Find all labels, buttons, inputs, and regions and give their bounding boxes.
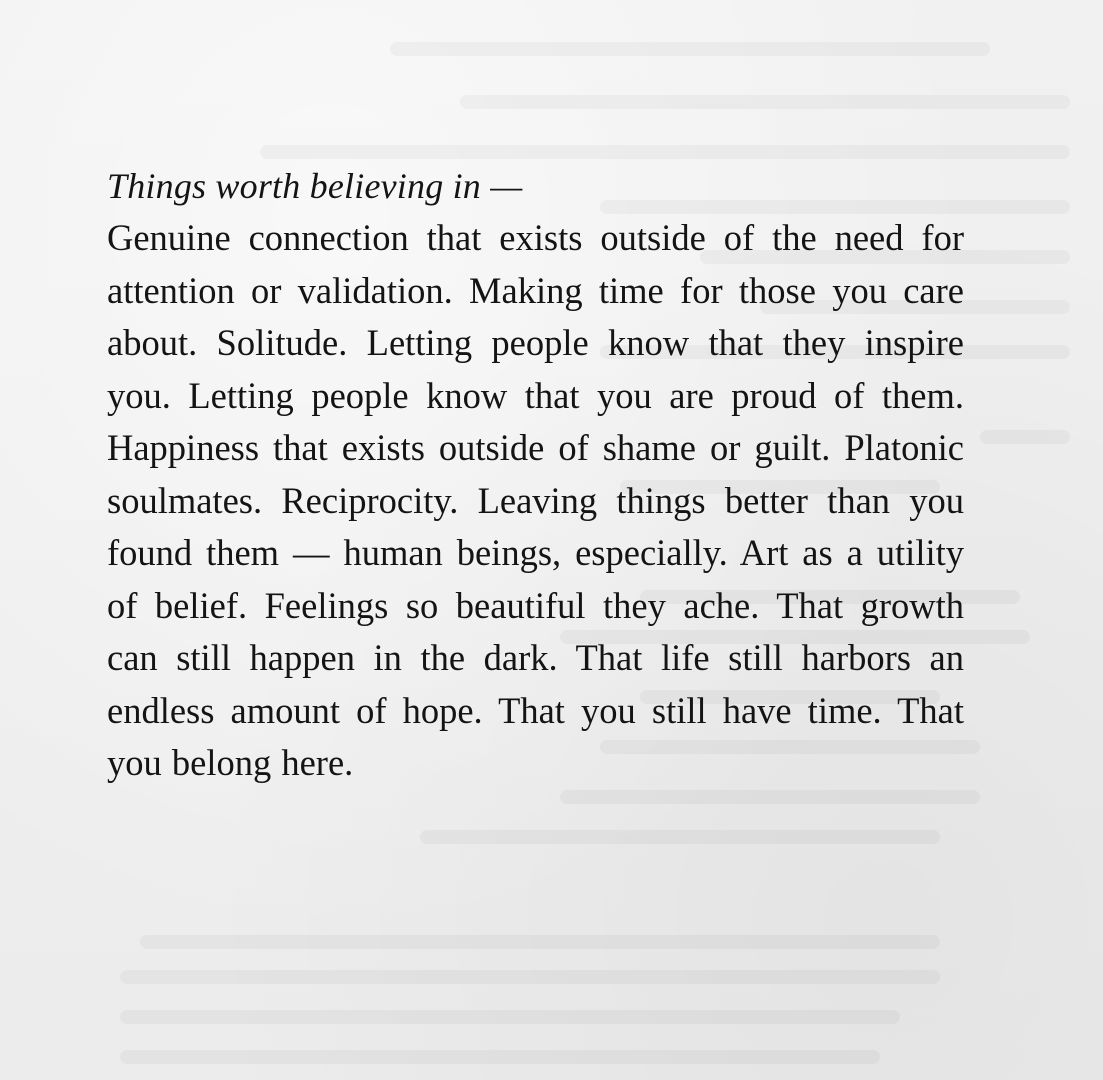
passage-body: Genuine connection that exists outside of the need for attention or validation. Making time for those you care about. Solitude. Letting people know that they inspire you. Letting people know that you are proud of them. Happiness that exists outside of shame or guilt. Platonic soulmates. Reciprocity. Leaving things better than you found them — human beings, especially. Art as a utility of belief. Feelings so beautiful they ache. That growth can still happen in the dark. That life still harbors an endless amount of hope. That you still have time. That you belong here.: [107, 217, 964, 783]
passage: [107, 160, 964, 790]
passage-title: Things worth believing in —: [107, 166, 523, 206]
